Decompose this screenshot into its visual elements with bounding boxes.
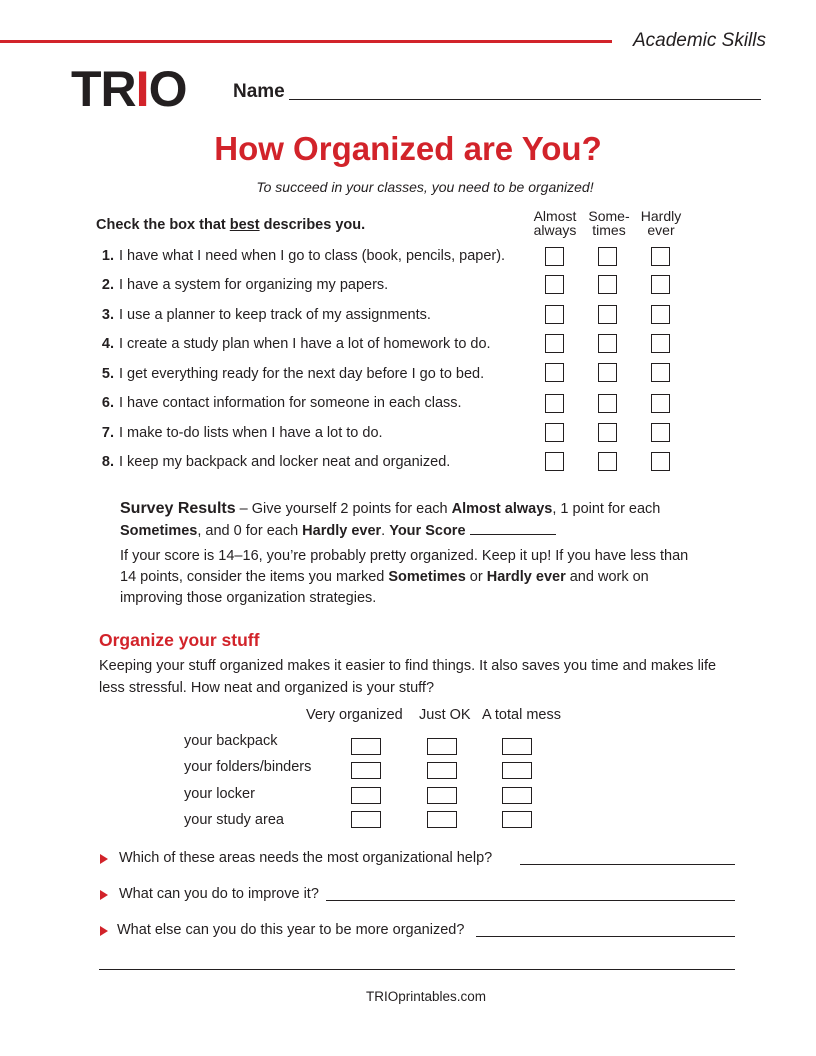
column-header-total-mess: A total mess [482,707,561,723]
checkbox-almost-always[interactable] [545,423,564,442]
answer-line[interactable] [326,900,735,901]
logo-text-pre: TR [71,61,136,117]
results-text: or [465,569,487,585]
results-bold: Hardly ever [486,569,566,585]
item-number: 2. [101,277,114,293]
name-field[interactable] [289,99,761,100]
checkbox-almost-always[interactable] [545,363,564,382]
results-bold: Sometimes [120,523,198,539]
checkbox-hardly-ever[interactable] [651,305,670,324]
stuff-row-label: your study area [184,812,284,828]
item-text: I get everything ready for the next day before I go to bed. [119,366,485,382]
results-bold: Hardly ever [302,523,382,539]
checkbox-just-ok[interactable] [427,811,457,828]
item-number: 6. [101,395,114,411]
checkbox-hardly-ever[interactable] [651,452,670,471]
checkbox-total-mess[interactable] [502,811,532,828]
results-text: If your score is 14–16, you’re probably pretty organized. Keep it up! If you have less than 14 points, consider the items you marked [120,548,689,585]
results-bold: Almost always [451,501,553,517]
results-bold: Sometimes [388,569,466,585]
results-text: – Give yourself 2 points for each [235,501,452,517]
column-header-almost-always [525,209,585,237]
checkbox-almost-always[interactable] [545,394,564,413]
checkbox-sometimes[interactable] [598,423,617,442]
checkbox-sometimes[interactable] [598,275,617,294]
page-title: How Organized are You? [214,130,602,167]
answer-line[interactable] [476,936,735,937]
survey-results [120,498,700,542]
your-score-label: Your Score [389,523,466,539]
checkbox-total-mess[interactable] [502,738,532,755]
column-header-very-organized: Very organized [306,707,403,723]
checkbox-total-mess[interactable] [502,762,532,779]
instruction-post: describes you. [259,217,366,233]
results-text: . [381,523,390,539]
column-header-line: Almost [533,208,577,224]
item-text: I make to-do lists when I have a lot to do. [119,425,383,441]
checkbox-almost-always[interactable] [545,275,564,294]
section-body: Keeping your stuff organized makes it easier to find things. It also saves you time and makes life less stressful. How neat and organized is your stuff? [99,658,717,696]
checkbox-almost-always[interactable] [545,247,564,266]
score-field[interactable] [470,520,556,535]
checkbox-hardly-ever[interactable] [651,247,670,266]
item-number: 8. [101,454,114,470]
checkbox-sometimes[interactable] [598,305,617,324]
checkbox-total-mess[interactable] [502,787,532,804]
item-number: 5. [101,366,114,382]
trio-logo [71,61,187,117]
prompt-text: What can you do to improve it? [119,886,319,902]
page-subtitle: To succeed in your classes, you need to be organized! [256,179,594,195]
prompt-text: What else can you do this year to be more organized? [117,922,465,938]
triangle-bullet-icon [100,854,108,864]
checkbox-just-ok[interactable] [427,787,457,804]
checkbox-just-ok[interactable] [427,762,457,779]
results-text: , 1 point for each [552,501,661,517]
checkbox-hardly-ever[interactable] [651,394,670,413]
checkbox-sometimes[interactable] [598,394,617,413]
score-interpretation [120,546,695,609]
checkbox-just-ok[interactable] [427,738,457,755]
instruction-pre: Check the box that [96,217,230,233]
logo-text-accent: I [135,61,149,117]
stuff-row-label: your backpack [184,733,278,749]
checkbox-almost-always[interactable] [545,334,564,353]
extra-answer-line[interactable] [99,969,735,970]
checkbox-sometimes[interactable] [598,334,617,353]
column-header-line: Some- [588,208,630,224]
column-header-line: ever [647,222,675,238]
section-title: Organize your stuff [99,630,260,650]
checkbox-hardly-ever[interactable] [651,275,670,294]
results-text: , and 0 for each [197,523,303,539]
item-text: I keep my backpack and locker neat and organized. [119,454,451,470]
checkbox-hardly-ever[interactable] [651,334,670,353]
column-header-just-ok: Just OK [419,707,471,723]
checkbox-very-organized[interactable] [351,811,381,828]
item-text: I have a system for organizing my papers. [119,277,389,293]
column-header-line: times [592,222,626,238]
item-text: I have contact information for someone in each class. [119,395,462,411]
logo-text-post: O [148,61,187,117]
checkbox-very-organized[interactable] [351,738,381,755]
instruction-emphasis: best [229,217,260,233]
column-header-line: Hardly [640,208,682,224]
column-header-hardly-ever [631,209,691,237]
item-number: 3. [101,307,114,323]
category-label: Academic Skills [632,30,766,51]
results-text: and work on improving those organization strategies. [120,569,649,606]
checkbox-hardly-ever[interactable] [651,423,670,442]
item-text: I use a planner to keep track of my assignments. [119,307,431,323]
item-number: 7. [101,425,114,441]
stuff-row-label: your folders/binders [184,759,312,775]
checkbox-very-organized[interactable] [351,787,381,804]
item-text: I have what I need when I go to class (book, pencils, paper). [119,248,506,264]
checkbox-sometimes[interactable] [598,363,617,382]
stuff-row-label: your locker [184,786,255,802]
column-header-line: always [533,222,577,238]
checkbox-sometimes[interactable] [598,452,617,471]
checkbox-very-organized[interactable] [351,762,381,779]
item-number: 1. [101,248,114,264]
item-text: I create a study plan when I have a lot of homework to do. [119,336,491,352]
survey-results-heading: Survey Results [120,500,236,517]
name-label: Name [233,81,285,102]
checklist-instruction [96,217,365,233]
prompt-text: Which of these areas needs the most organizational help? [119,850,493,866]
answer-line[interactable] [520,864,735,865]
triangle-bullet-icon [100,926,108,936]
checkbox-almost-always[interactable] [545,452,564,471]
checkbox-hardly-ever[interactable] [651,363,670,382]
column-header-sometimes [579,209,639,237]
triangle-bullet-icon [100,890,108,900]
checkbox-almost-always[interactable] [545,305,564,324]
footer-url: TRIOprintables.com [365,989,487,1004]
checkbox-sometimes[interactable] [598,247,617,266]
header-rule [0,40,612,43]
item-number: 4. [101,336,114,352]
